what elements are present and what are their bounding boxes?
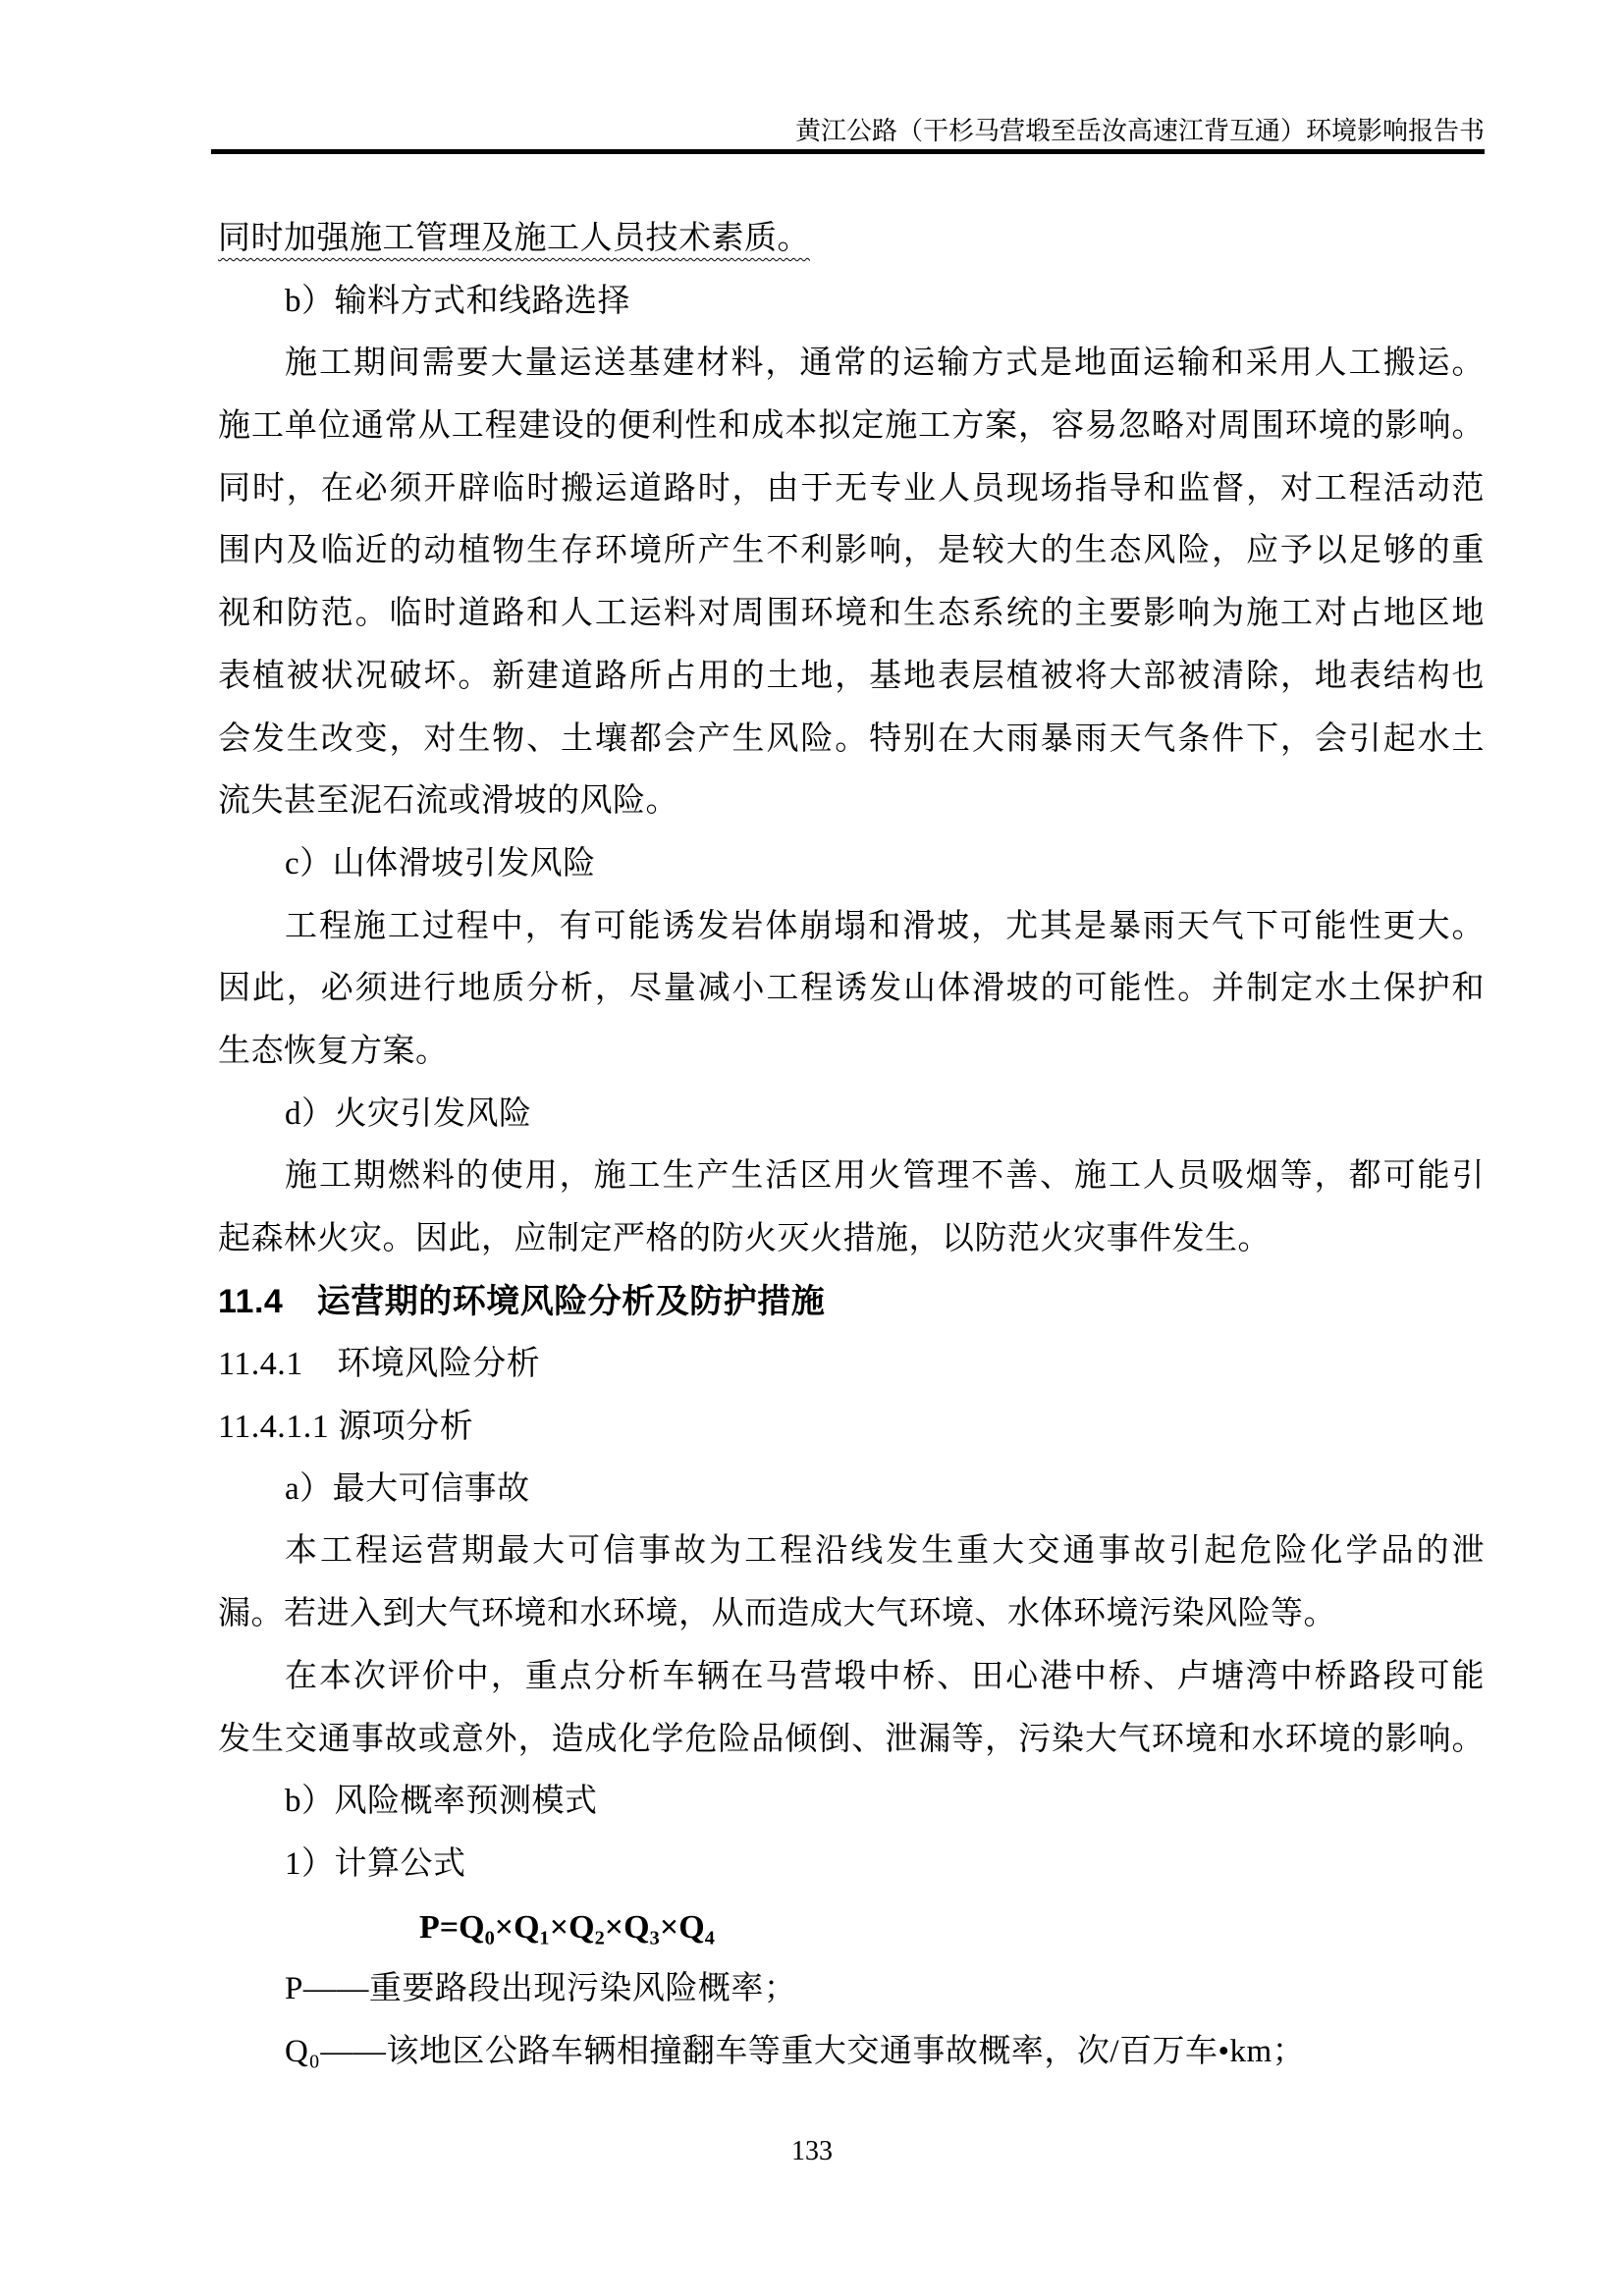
body-line: 发生交通事故或意外，造成化学危险品倾倒、泄漏等，污染大气环境和水环境的影响。: [218, 1721, 1485, 1757]
page-number: 133: [791, 2136, 833, 2166]
sub-item-heading-b: b）输料方式和线路选择: [285, 283, 630, 319]
body-line: 视和防范。临时道路和人工运料对周围环境和生态系统的主要影响为施工对占地区地: [218, 596, 1485, 632]
report-header-title: 黄江公路（干杉马营塅至岳汝高速江背互通）环境影响报告书: [794, 117, 1485, 145]
body-line: 施工期间需要大量运送基建材料，通常的运输方式是地面运输和采用人工搬运。: [285, 346, 1485, 382]
body-line: 同时，在必须开辟临时搬运道路时，由于无专业人员现场指导和监督，对工程活动范: [218, 470, 1485, 507]
term-definition-Q0: Q₀——该地区公路车辆相撞翻车等重大交通事故概率，次/百万车•km；: [285, 2033, 1306, 2069]
body-line: 会发生改变，对生物、土壤都会产生风险。特别在大雨暴雨天气条件下，会引起水土: [218, 721, 1485, 757]
body-line: 工程施工过程中，有可能诱发岩体崩塌和滑坡，尤其是暴雨天气下可能性更大。: [285, 908, 1485, 944]
term-definition-P: P——重要路段出现污染风险概率；: [285, 1971, 797, 2007]
section-heading-11-4: 11.4 运营期的环境风险分析及防护措施: [218, 1282, 826, 1320]
body-line: 围内及临近的动植物生存环境所产生不利影响，是较大的生态风险，应予以足够的重: [218, 533, 1485, 569]
body-line: 施工单位通常从工程建设的便利性和成本拟定施工方案，容易忽略对周围环境的影响。: [218, 408, 1485, 445]
body-line: 在本次评价中，重点分析车辆在马营塅中桥、田心港中桥、卢塘湾中桥路段可能: [285, 1658, 1485, 1694]
risk-probability-formula: P=Q₀×Q₁×Q₂×Q₃×Q₄: [419, 1908, 715, 1946]
sub-item-heading-d: d）火灾引发风险: [285, 1095, 532, 1132]
sub-item-heading-b2: b）风险概率预测模式: [285, 1784, 598, 1820]
document-body: [218, 208, 1485, 2084]
header-rule: [211, 149, 1485, 154]
sub-item-heading-a: a）最大可信事故: [285, 1470, 530, 1507]
body-line: 表植被状况破坏。新建道路所占用的土地，基地表层植被将大部被清除，地表结构也: [218, 658, 1485, 694]
body-line: 漏。若进入到大气环境和水环境，从而造成大气环境、水体环境污染风险等。: [218, 1596, 1336, 1632]
body-line: 流失甚至泥石流或滑坡的风险。: [218, 783, 678, 820]
sub-item-heading-1: 1）计算公式: [285, 1845, 466, 1882]
body-line: 本工程运营期最大可信事故为工程沿线发生重大交通事故引起危险化学品的泄: [285, 1533, 1485, 1570]
subsubsection-heading-11-4-1-1: 11.4.1.1 源项分析: [218, 1409, 474, 1446]
body-line: 生态恢复方案。: [218, 1033, 449, 1069]
body-line: 起森林火灾。因此，应制定严格的防火灭火措施，以防范火灾事件发生。: [218, 1221, 1271, 1256]
body-line: 同时加强施工管理及施工人员技术素质。: [218, 221, 810, 256]
subsection-heading-11-4-1: 11.4.1 环境风险分析: [218, 1346, 541, 1383]
body-line: 施工期燃料的使用，施工生产生活区用火管理不善、施工人员吸烟等，都可能引: [285, 1158, 1485, 1195]
sub-item-heading-c: c）山体滑坡引发风险: [285, 845, 596, 881]
body-line: 因此，必须进行地质分析，尽量减小工程诱发山体滑坡的可能性。并制定水土保护和: [218, 971, 1485, 1007]
